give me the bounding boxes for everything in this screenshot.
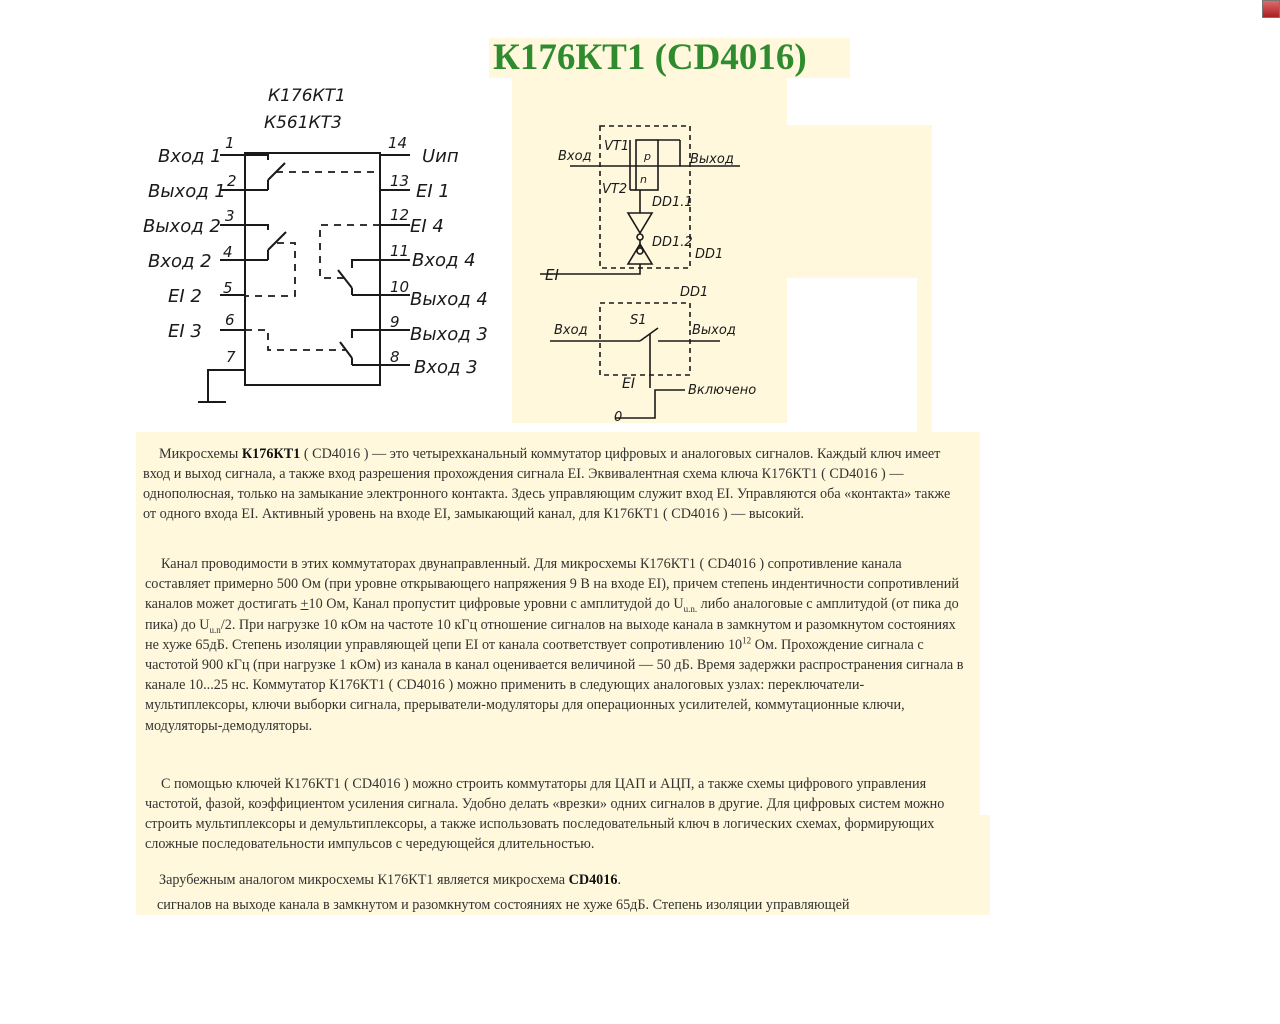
pin-label-4: Вход 2: [148, 251, 212, 272]
p2-sup: 12: [742, 635, 752, 646]
dd1-label-a: DD1: [695, 247, 724, 262]
pin-number-11: 11: [390, 242, 410, 260]
pin-label-3: Выход 2: [143, 216, 221, 237]
p4-bold: CD4016: [568, 872, 618, 888]
pin-label-9: Выход 3: [410, 324, 488, 345]
s1-label: S1: [630, 313, 647, 328]
p2-text-d: /2. При нагрузке 10 кОм на частоте 10 кГц отношение сигналов на выходе канала в замкнутом и разомкнутом состояниях не хуже 65дБ. Степень изоляции управляющей цепи EI от канала соответствует сопротивлению 10: [145, 616, 956, 653]
pinout-diagram: [140, 80, 510, 415]
paragraph-3: С помощью ключей К176КТ1 ( CD4016 ) можно строить коммутаторы для ЦАП и АЦП, а также схемы цифрового управления частотой, фазой, коэффициентом усиления сигнала. Удобно делать «врезки» одних сигналов в другие. Для цифровых систем можно строить мультиплексоры и демультиплексоры, а также использовать последовательный ключ в логических схемах, формирующих сложные последовательности импульсов с чередующейся длительностью.: [145, 776, 945, 852]
vt2-label: VT2: [602, 182, 628, 197]
ei2-label: EI: [622, 376, 635, 392]
pin-number-9: 9: [390, 313, 400, 331]
dd12-label: DD1.2: [652, 235, 693, 250]
pin-number-12: 12: [390, 206, 410, 224]
p2-text-a: Канал проводимости в этих коммутаторах двунаправленный. Для микросхемы К176КТ1 ( CD4016 ) сопротивление канала составляет примерно 500 Ом (при уровне открывающего напряжения 9 В на входе EI), причем степень индентичности сопротивлений каналов может достигать: [145, 556, 959, 613]
pin-number-6: 6: [225, 311, 235, 329]
pin-label-1: Вход 1: [158, 146, 222, 167]
dd1-label-b: DD1: [680, 285, 709, 300]
pin-number-3: 3: [225, 207, 235, 225]
pin-label-5: EI 2: [168, 286, 202, 307]
pin-number-13: 13: [390, 172, 410, 190]
circuit-input-label: Вход: [558, 149, 592, 164]
switch-input-label: Вход: [554, 323, 588, 338]
pin-number-14: 14: [388, 134, 408, 152]
chip-name-2: К561КТ3: [264, 113, 342, 133]
p1-text-a: Микросхемы: [159, 446, 242, 462]
paragraph-4: [143, 870, 963, 890]
window-close-icon[interactable]: [1262, 0, 1280, 18]
pin-number-7: 7: [226, 348, 236, 366]
n-channel-label: n: [640, 173, 647, 186]
p1-bold: К176КТ1: [241, 446, 301, 462]
pin-number-1: 1: [225, 134, 235, 152]
p2-text-c: либо аналоговые с амплитудой (от пика до пика) до U: [145, 596, 959, 633]
p4-text-b: .: [617, 872, 622, 888]
enabled-label: Включено: [688, 383, 757, 398]
bg-block: [787, 125, 932, 278]
vt1-label: VT1: [604, 139, 630, 154]
p2-text-b: 10 Ом, Канал пропустит цифровые уровни с амплитудой до U: [308, 596, 684, 613]
switch-output-label: Выход: [692, 323, 736, 338]
p2-plus-minus: +: [300, 596, 309, 613]
pin-label-14: Uип: [422, 146, 459, 167]
pin-label-12: EI 4: [410, 216, 444, 237]
p4-text-a: Зарубежным аналогом микросхемы К176КТ1 является микросхема: [159, 872, 569, 888]
pin-number-5: 5: [223, 279, 233, 297]
pin-number-10: 10: [390, 278, 410, 296]
p-channel-label: p: [644, 150, 651, 163]
pin-number-4: 4: [223, 243, 233, 261]
chip-name-1: К176КТ1: [268, 86, 346, 106]
ei-label: EI: [545, 266, 559, 284]
p1-text-b: ( CD4016 ) — это четырехканальный коммутатор цифровых и аналоговых сигналов. Каждый ключ имеет вход и выход сигнала, а также вход разрешения прохождения сигнала EI. Эквивалентная схема ключа К176КТ1 ( CD4016 ) — однополюсная, только на замыкание электронного контакта. Здесь управляющим служит вход EI. Управляются оба «контакта» также от одного входа EI. Активный уровень на входе EI, замыкающий канал, для К176КТ1 ( CD4016 ) — высокий.: [143, 446, 951, 522]
pin-label-11: Вход 4: [412, 250, 476, 271]
partial-overflow-line: сигналов на выходе канала в замкнутом и разомкнутом состояниях не хуже 65дБ. Степень изоляции управляющей: [157, 897, 850, 913]
pin-label-2: Выход 1: [148, 181, 226, 202]
page-title: К176КТ1 (CD4016): [489, 38, 850, 78]
p2-sub-1: u.n.: [683, 604, 698, 615]
p2-text-e: Ом. Прохождение сигнала с частотой 900 кГц (при нагрузке 1 кОм) из канала в канал оценивается величиной — 50 дБ. Время задержки распространения сигнала в канале 10...25 нс. Коммутатор К176КТ1 ( CD4016 ) можно применить в следующих аналоговых узлах: переключатели-мультиплексоры, ключи выборки сигнала, прерыватели-модуляторы для операционных усилителей, коммутационные ключи, модуляторы-демодуляторы.: [145, 636, 964, 734]
circuit-output-label: Выход: [690, 152, 734, 167]
pin-label-10: Выход 4: [410, 289, 488, 310]
bg-block: [917, 278, 932, 433]
p2-sub-2: u.n: [209, 624, 221, 635]
pin-number-8: 8: [390, 348, 400, 366]
zero-level-label: 0: [614, 410, 623, 423]
pin-number-2: 2: [227, 172, 237, 190]
equivalent-circuit-diagram: [540, 118, 780, 423]
pin-label-6: EI 3: [168, 321, 202, 342]
paragraph-1: [143, 444, 963, 524]
dd11-label: DD1.1: [652, 195, 693, 210]
paragraph-2: [145, 554, 965, 736]
pin-label-8: Вход 3: [414, 357, 478, 378]
pin-label-13: EI 1: [416, 181, 450, 202]
